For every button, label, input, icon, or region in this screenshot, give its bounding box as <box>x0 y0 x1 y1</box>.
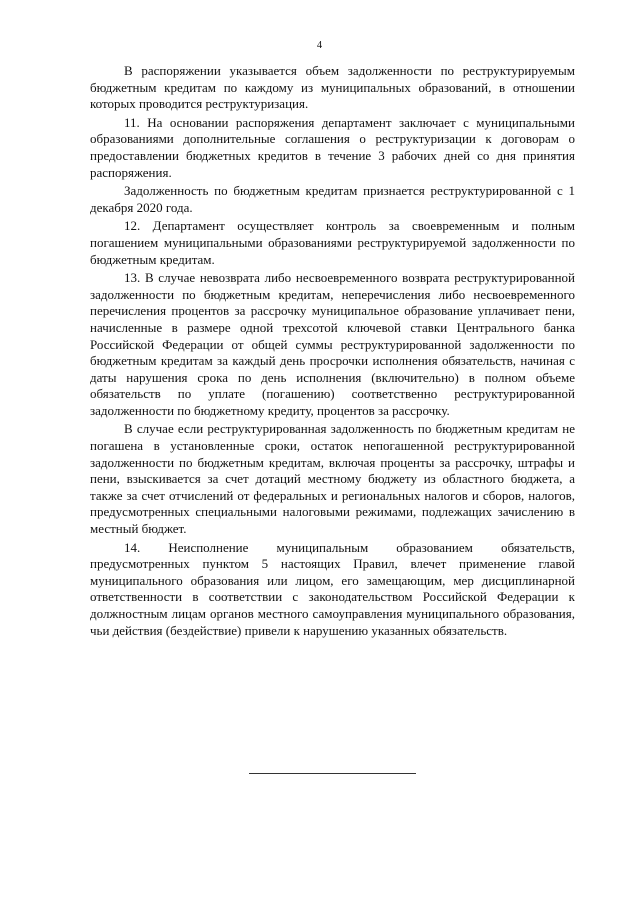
paragraph-debt-recognition: Задолженность по бюджетным кредитам признается реструктурированной с 1 декабря 2020 года. <box>90 183 575 215</box>
page-number: 4 <box>316 40 323 51</box>
paragraph-unpaid-debt: В случае если реструктурированная задолженность по бюджетным кредитам не погашена в установленные сроки, остаток непогашенной реструктурированной задолженности по бюджетным кредитам, включая проценты за рассрочку, штрафы и пени, взыскивается за счет дотаций местному бюджету из областного бюджета, а также за счет отчислений от федеральных и региональных налогов и сборов, налогов, предусмотренных специальными налоговыми режимами, подлежащих зачислению в местный бюджет. <box>90 421 575 537</box>
paragraph-12: 12. Департамент осуществляет контроль за своевременным и полным погашением муниципальными образованиями реструктурируемой задолженности по бюджетным кредитам. <box>90 218 575 267</box>
paragraph-13: 13. В случае невозврата либо несвоевременного возврата реструктурированной задолженности по бюджетным кредитам, неперечисления либо несвоевременного перечисления процентов за рассрочку муниципальное образование уплачивает пени, начисленные в размере одной трехсотой ключевой ставки Центрального банка Российской Федерации от общей суммы реструктурированной задолженности по бюджетным кредитам за каждый день просрочки исполнения обязательств, начиная с даты нарушения срока по день исполнения (включительно) в полном объеме обязательств по уплате (погашению) соответственно реструктурированной задолженности по бюджетному кредиту, процентов за рассрочку. <box>90 270 575 418</box>
paragraph-restructuring-amount: В распоряжении указывается объем задолженности по реструктурируемым бюджетным кредитам по каждому из муниципальных образований, в отношении которых проводится реструктуризация. <box>90 63 575 112</box>
closing-divider-line <box>249 773 416 774</box>
document-body <box>90 63 575 639</box>
paragraph-14: 14. Неисполнение муниципальным образованием обязательств, предусмотренных пунктом 5 настоящих Правил, влечет применение главой муниципального образования или лицом, его замещающим, мер дисциплинарной ответственности в соответствии с законодательством Российской Федерации к должностным лицам органов местного самоуправления муниципального образования, чьи действия (бездействие) привели к нарушению указанных обязательств. <box>90 539 575 638</box>
paragraph-11: 11. На основании распоряжения департамент заключает с муниципальными образованиями дополнительные соглашения о реструктуризации к договорам о предоставлении бюджетных кредитов в течение 3 рабочих дней со дня принятия распоряжения. <box>90 114 575 180</box>
